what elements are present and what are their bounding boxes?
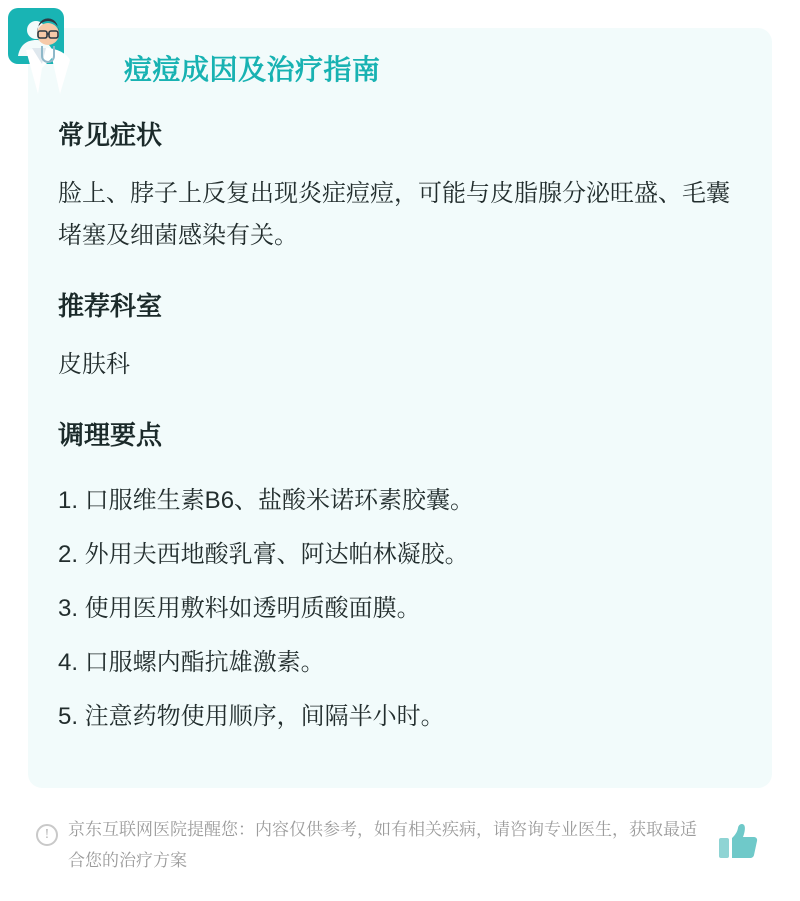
list-item: 5. 注意药物使用顺序，间隔半小时。 [58,702,445,730]
list-item: 2. 外用夫西地酸乳膏、阿达帕林凝胶。 [58,540,469,568]
section-heading-department: 推荐科室 [58,291,163,322]
guide-content [58,120,738,744]
section-body-department: 皮肤科 [58,351,130,379]
spacer [58,386,738,420]
page-title: 痘痘成因及治疗指南 [124,54,381,85]
section-heading-symptoms: 常见症状 [58,120,163,150]
footer-text: 京东互联网医院提醒您：内容仅供参考，如有相关疾病，请咨询专业医生，获取最适合您的治疗方案 [68,820,697,870]
list-item: 1. 口服维生素B6、盐酸米诺环素胶囊。 [58,486,475,514]
spacer [58,257,738,291]
exclamation-circle-icon: ! [36,824,58,846]
list-item: 4. 口服螺内酯抗雄激素。 [58,648,325,676]
footer-disclaimer [28,800,772,880]
list-item: 3. 使用医用敷料如透明质酸面膜。 [58,594,421,622]
section-body-symptoms: 脸上、脖子上反复出现炎症痘痘，可能与皮脂腺分泌旺盛、毛囊堵塞及细菌感染有关。 [58,180,730,250]
doctor-avatar-icon [8,8,78,94]
thumbs-up-icon[interactable] [716,820,760,864]
tips-list [58,474,738,744]
section-heading-tips: 调理要点 [58,420,163,451]
